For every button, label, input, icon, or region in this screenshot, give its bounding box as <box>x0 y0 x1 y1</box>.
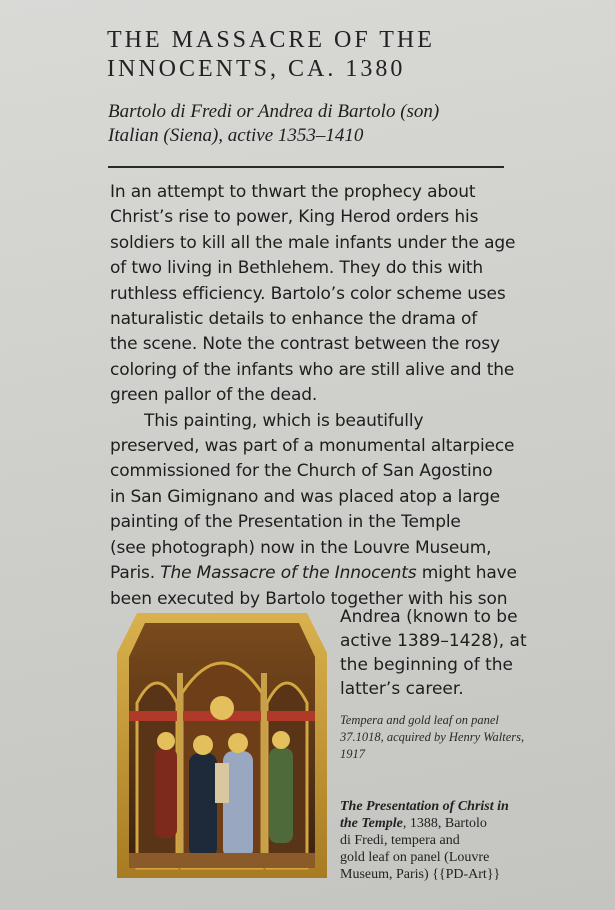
description-line: coloring of the infants who are still alive and the <box>110 359 515 380</box>
caption-line: gold leaf on panel (Louvre <box>340 850 490 865</box>
figure-robe-mary <box>189 753 217 858</box>
description-line: soldiers to kill all the male infants under the age <box>110 232 516 253</box>
description-line: ruthless efficiency. Bartolo’s color scheme uses <box>110 283 506 304</box>
description-line: in San Gimignano and was placed atop a large <box>110 486 500 507</box>
figure-robe-left <box>155 748 177 838</box>
description-line: This painting, which is beautifully <box>144 410 424 431</box>
description-line: painting of the Presentation in the Temple <box>110 512 461 533</box>
description-line: Andrea (known to be <box>340 607 518 627</box>
object-caption <box>340 712 540 763</box>
description-line: In an attempt to thwart the prophecy about <box>110 182 476 202</box>
description-continued <box>340 605 540 701</box>
description-line: active 1389–1428), at <box>340 631 527 651</box>
description-line: Christ’s rise to power, King Herod orders his <box>110 207 479 228</box>
figure-halo <box>228 733 248 753</box>
presentation-painting-photo <box>117 613 327 878</box>
pillar-left <box>177 673 183 868</box>
artist-name: Bartolo di Fredi or Andrea di Bartolo (son) <box>108 101 440 122</box>
title-line-2: INNOCENTS, CA. 1380 <box>107 56 406 82</box>
photo-caption <box>340 798 540 883</box>
photo-date-artist: , 1388, Bartolo <box>402 816 487 831</box>
pillar-right <box>261 673 267 868</box>
altar <box>215 763 229 803</box>
description-line: commissioned for the Church of San Agostino <box>110 461 493 482</box>
caption-line: 37.1018, acquired by Henry Walters, <box>340 730 525 744</box>
figure-halo <box>210 696 234 720</box>
description-line: (see photograph) now in the Louvre Museum, <box>110 537 492 558</box>
artist-nationality: Italian (Siena), active 1353–1410 <box>108 125 364 146</box>
caption-line: Museum, Paris) {{PD-Art}} <box>340 867 501 882</box>
painting-title-italic: The Massacre of the Innocents <box>160 563 417 584</box>
caption-line: 1917 <box>340 747 365 761</box>
description-line: naturalistic details to enhance the drama of <box>110 309 478 330</box>
description-line: of two living in Bethlehem. They do this with <box>110 258 484 279</box>
paris-suffix: might have <box>416 563 517 584</box>
figure-robe-right <box>269 748 293 843</box>
photo-caption-line-2 <box>340 815 540 832</box>
photo-title-line-2: the Temple <box>340 816 403 831</box>
figure-halo <box>193 735 213 755</box>
artist-attribution <box>108 100 528 148</box>
description-line: latter’s career. <box>340 679 464 699</box>
description-line-paris <box>110 561 540 586</box>
divider-rule <box>108 166 504 168</box>
title-line-1: THE MASSACRE OF THE <box>107 27 435 53</box>
paris-prefix: Paris. <box>110 563 161 584</box>
description-text <box>110 180 540 612</box>
description-line: the beginning of the <box>340 655 513 675</box>
description-line: preserved, was part of a monumental altarpiece <box>110 436 515 457</box>
description-line: green pallor of the dead. <box>110 385 318 406</box>
description-line: been executed by Bartolo together with his son <box>110 588 508 609</box>
label-title <box>107 26 527 84</box>
caption-line: Tempera and gold leaf on panel <box>340 713 499 727</box>
description-line: the scene. Note the contrast between the rosy <box>110 334 500 355</box>
figure-halo <box>157 732 175 750</box>
caption-line: di Fredi, tempera and <box>340 833 460 848</box>
floor <box>129 853 315 868</box>
figure-halo <box>272 731 290 749</box>
photo-title-line-1: The Presentation of Christ in <box>340 799 509 814</box>
